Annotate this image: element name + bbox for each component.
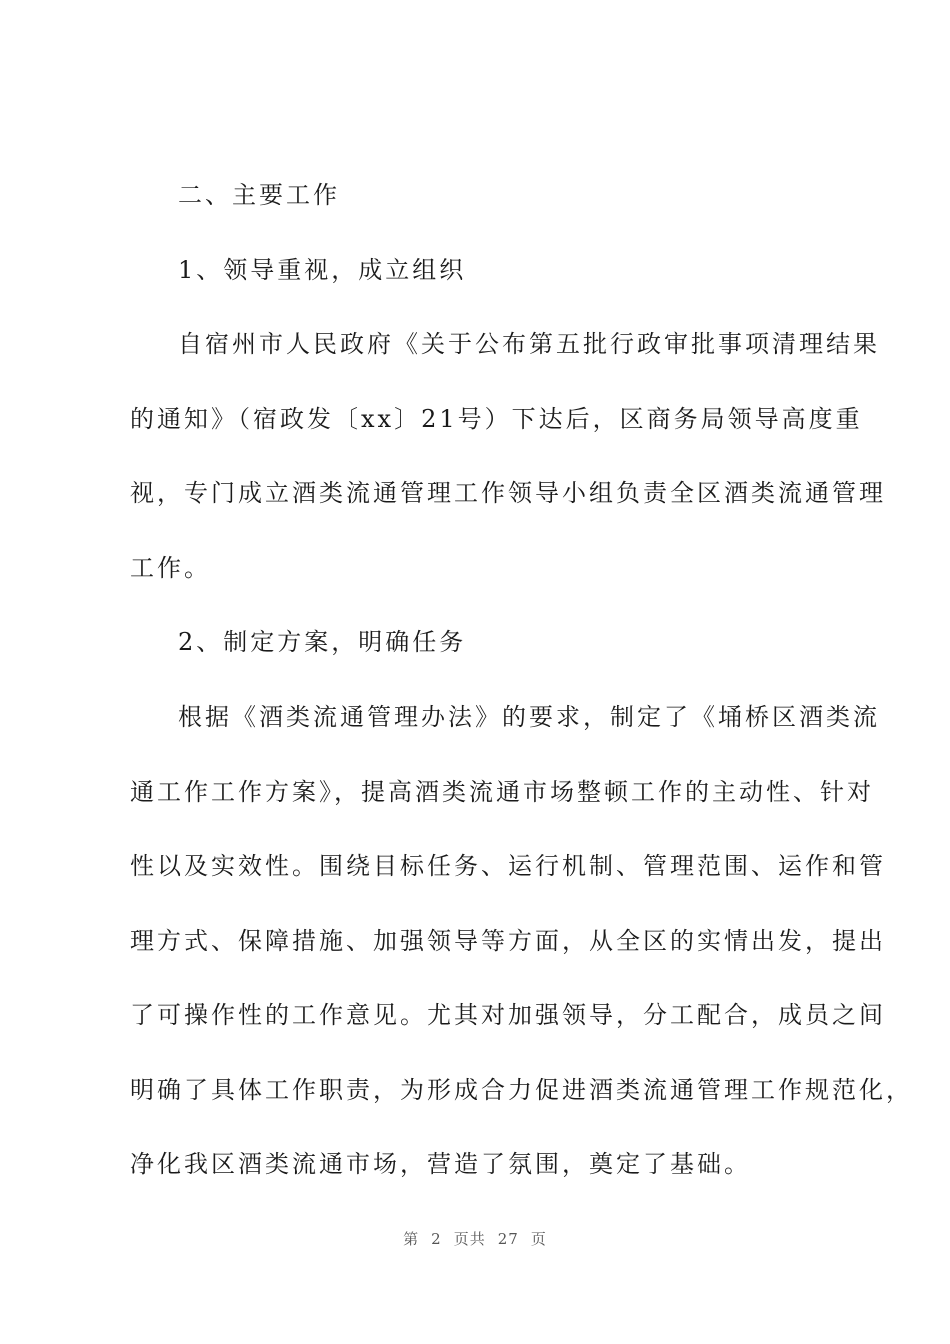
paragraph-line: 性以及实效性。围绕目标任务、运行机制、管理范围、运作和管 (130, 852, 886, 880)
footer-suffix: 页 (530, 1230, 547, 1248)
paragraph-line: 视，专门成立酒类流通管理工作领导小组负责全区酒类流通管理 (130, 479, 886, 507)
paragraph-line: 自宿州市人民政府《关于公布第五批行政审批事项清理结果 (178, 330, 880, 358)
total-pages: 27 (497, 1230, 519, 1248)
subsection-heading-2: 2、制定方案，明确任务 (178, 628, 467, 656)
paragraph-line: 通工作工作方案》，提高酒类流通市场整顿工作的主动性、针对 (130, 778, 874, 806)
subsection-heading-1: 1、领导重视，成立组织 (178, 256, 467, 284)
paragraph-line: 理方式、保障措施、加强领导等方面，从全区的实情出发，提出 (130, 927, 886, 955)
paragraph-line: 的通知》（宿政发〔xx〕21号）下达后，区商务局领导高度重 (130, 405, 863, 433)
footer-middle: 页共 (453, 1230, 486, 1248)
page-footer (0, 1228, 950, 1249)
page-number: 2 (431, 1230, 442, 1248)
paragraph-line: 工作。 (130, 554, 211, 582)
footer-prefix: 第 (403, 1230, 420, 1248)
paragraph-line: 根据《酒类流通管理办法》的要求，制定了《埇桥区酒类流 (178, 703, 880, 731)
paragraph-line: 了可操作性的工作意见。尤其对加强领导，分工配合，成员之间 (130, 1001, 886, 1029)
paragraph-line: 明确了具体工作职责，为形成合力促进酒类流通管理工作规范化， (130, 1076, 913, 1104)
paragraph-line: 净化我区酒类流通市场，营造了氛围，奠定了基础。 (130, 1150, 751, 1178)
section-heading: 二、主要工作 (178, 181, 340, 209)
